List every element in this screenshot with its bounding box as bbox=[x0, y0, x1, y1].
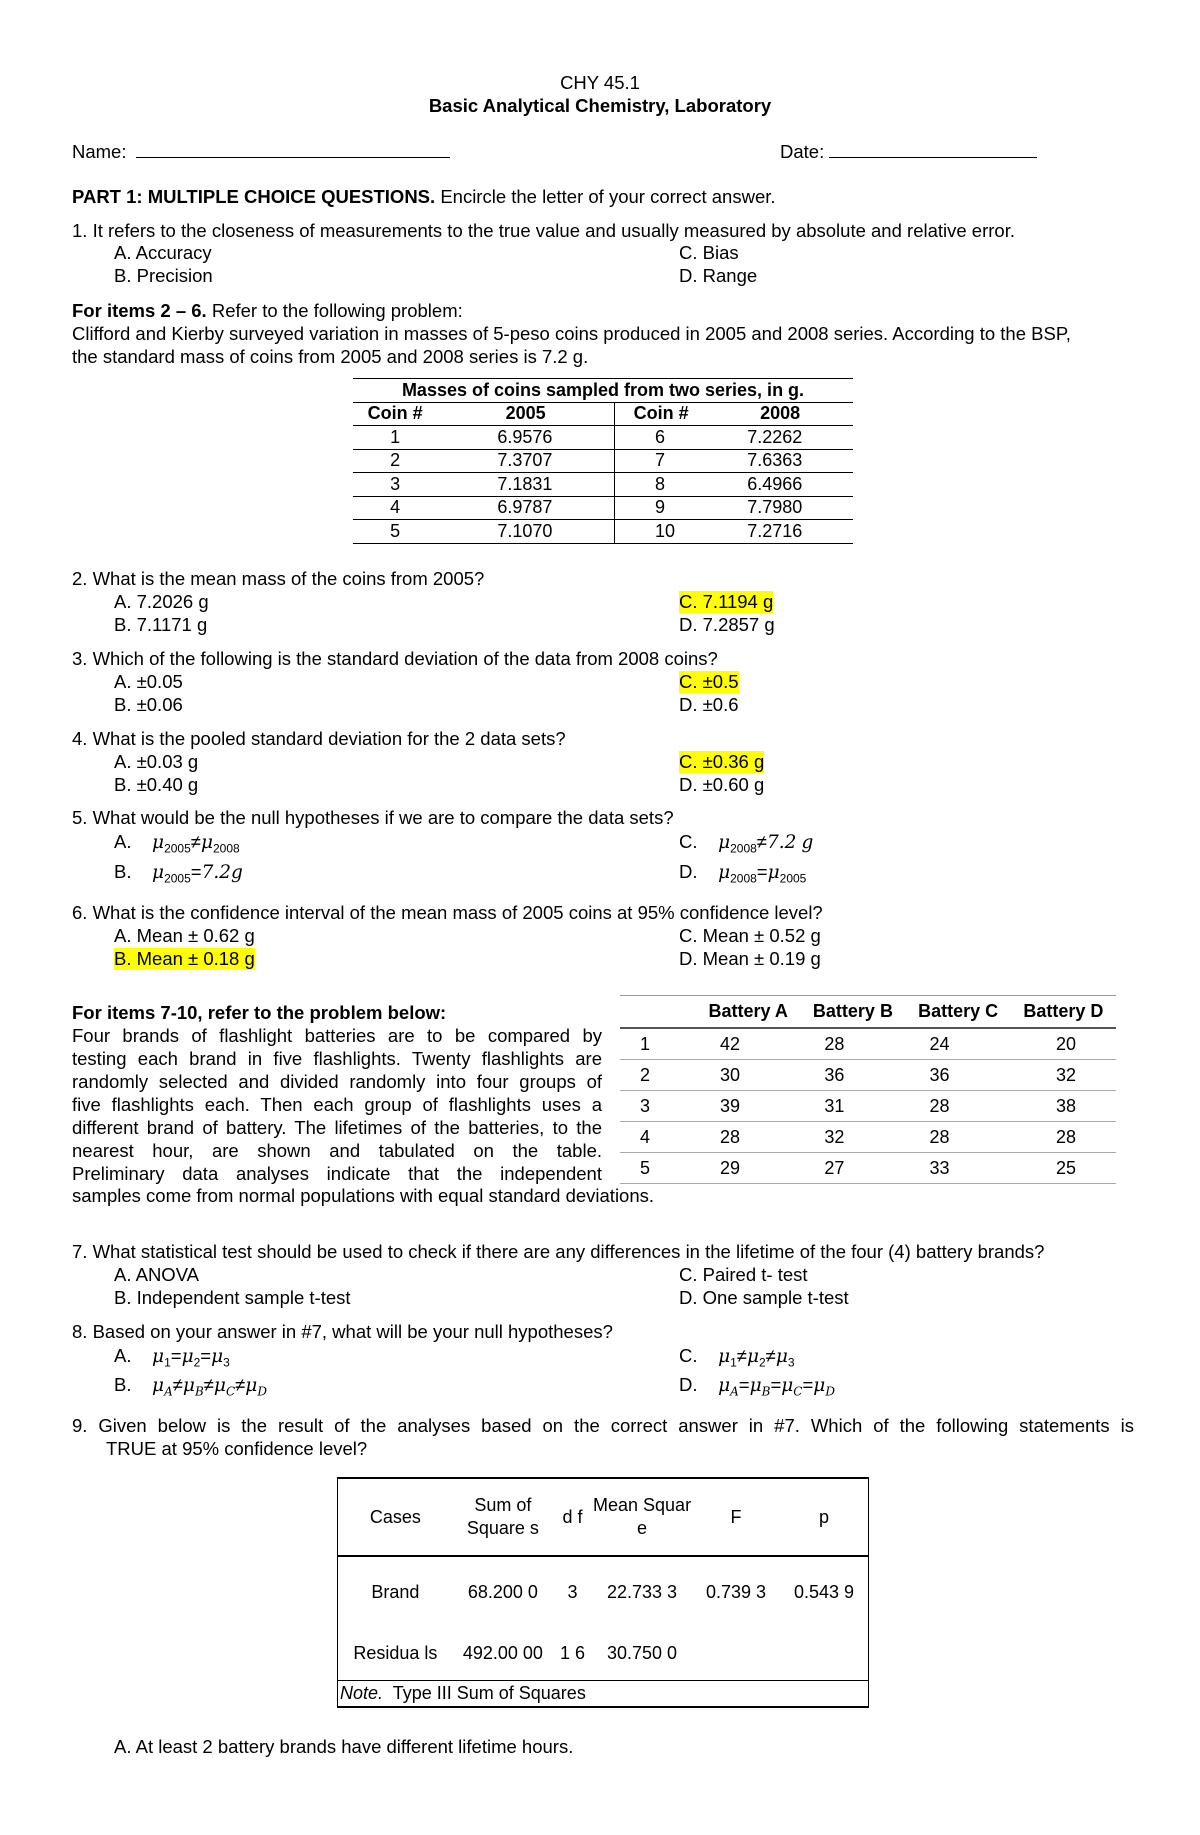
paragraph-line: different brand of battery. The lifetimes of the batteries, to the bbox=[72, 1117, 602, 1138]
table-row bbox=[353, 520, 853, 544]
table-cell: 7.1831 bbox=[437, 473, 614, 497]
table-cell: 20 bbox=[1011, 1028, 1116, 1060]
option-letter: D. bbox=[679, 1374, 698, 1395]
table-row bbox=[620, 1060, 1116, 1091]
math-sub: 2008 bbox=[730, 871, 757, 886]
table-cell: 9 bbox=[614, 496, 707, 520]
q2-text: 2. What is the mean mass of the coins from 2005? bbox=[72, 568, 485, 589]
battery-lifetime-table bbox=[620, 995, 1116, 1184]
q4-option-d[interactable]: D. ±0.60 g bbox=[679, 774, 765, 795]
table-row bbox=[353, 426, 853, 450]
q8-option-a[interactable] bbox=[114, 1345, 230, 1370]
battery-problem-paragraph bbox=[72, 1024, 602, 1185]
coin-mass-table bbox=[353, 378, 853, 544]
q6-option-a[interactable]: A. Mean ± 0.62 g bbox=[114, 925, 255, 946]
table-cell: 6.4966 bbox=[707, 473, 853, 497]
math-sub: 1 bbox=[730, 1355, 737, 1370]
math-sub: 2008 bbox=[730, 841, 757, 856]
q3-text: 3. Which of the following is the standard deviation of the data from 2008 coins? bbox=[72, 648, 718, 669]
table-cell: 68.200 0 bbox=[467, 1582, 538, 1602]
math-op: = bbox=[738, 1374, 750, 1395]
q6-option-b-highlighted[interactable]: B. Mean ± 0.18 g bbox=[114, 948, 255, 969]
math-mu: μ bbox=[152, 1346, 165, 1367]
table-cell: 1 bbox=[620, 1028, 696, 1060]
q8-text: 8. Based on your answer in #7, what will be your null hypotheses? bbox=[72, 1321, 613, 1342]
option-letter: D. bbox=[679, 861, 698, 882]
table-cell: Brand bbox=[371, 1582, 420, 1602]
table-cell: 22.733 3 bbox=[606, 1582, 678, 1602]
q7-text: 7. What statistical test should be used to check if there are any differences in the lifetime of the four (4) battery brands? bbox=[72, 1241, 1045, 1262]
table-cell: 10 bbox=[614, 520, 707, 544]
table-cell: 5 bbox=[353, 520, 437, 544]
math-mu: μ bbox=[781, 1375, 794, 1396]
anova-header-ss: Sum of Square s bbox=[466, 1495, 539, 1538]
paragraph-line: Four brands of flashlight batteries are to be compared by bbox=[72, 1025, 602, 1046]
part1-instruction: Encircle the letter of your correct answer. bbox=[440, 186, 776, 207]
option-letter: C. bbox=[679, 831, 698, 852]
table-cell: 7.2716 bbox=[707, 520, 853, 544]
math-mu: μ bbox=[775, 1346, 788, 1367]
q3-option-b[interactable]: B. ±0.06 bbox=[114, 694, 183, 715]
math-op: = bbox=[770, 1374, 782, 1395]
table-cell: 28 bbox=[696, 1122, 800, 1153]
math-sub: A bbox=[730, 1384, 739, 1399]
math-sub: 2005 bbox=[779, 871, 807, 886]
math-unit: g bbox=[231, 862, 243, 883]
table-cell: 6.9787 bbox=[437, 496, 614, 520]
paragraph-line: nearest hour, are shown and tabulated on the table. bbox=[72, 1140, 602, 1161]
paragraph-line: Preliminary data analyses indicate that the independent bbox=[72, 1163, 602, 1184]
q7-option-d[interactable]: D. One sample t-test bbox=[679, 1287, 849, 1308]
table-row bbox=[338, 1628, 869, 1680]
items-2-6-label: For items 2 – 6. bbox=[72, 300, 207, 321]
table-cell: 28 bbox=[906, 1091, 1011, 1122]
math-mu: μ bbox=[211, 1346, 224, 1367]
math-mu: μ bbox=[718, 1375, 731, 1396]
math-mu: μ bbox=[767, 862, 780, 883]
paragraph-line: five flashlights each. Then each group of flashlights uses a bbox=[72, 1094, 602, 1115]
table-cell: 1 6 bbox=[559, 1643, 585, 1664]
math-mu: μ bbox=[152, 1375, 165, 1396]
math-sub: A bbox=[164, 1384, 173, 1399]
table-cell: 29 bbox=[696, 1153, 800, 1184]
anova-header-p: p bbox=[818, 1506, 829, 1527]
math-op: = bbox=[190, 861, 202, 882]
q1-option-c[interactable]: C. Bias bbox=[679, 242, 739, 263]
math-mu: μ bbox=[200, 832, 213, 853]
table-row bbox=[353, 496, 853, 520]
coin-table-caption: Masses of coins sampled from two series, in g. bbox=[353, 379, 853, 403]
q5-option-a[interactable] bbox=[114, 831, 240, 856]
q7-option-c[interactable]: C. Paired t- test bbox=[679, 1264, 808, 1285]
table-row bbox=[353, 449, 853, 473]
math-op: = bbox=[802, 1374, 814, 1395]
math-mu: μ bbox=[152, 832, 165, 853]
math-sub: 2008 bbox=[212, 841, 240, 856]
option-letter: C. bbox=[679, 1345, 698, 1366]
math-mu: μ bbox=[152, 862, 165, 883]
table-cell: 33 bbox=[906, 1153, 1011, 1184]
option-letter: A. bbox=[114, 831, 132, 852]
table-cell: 38 bbox=[1011, 1091, 1116, 1122]
table-row bbox=[620, 1122, 1116, 1153]
anova-note-label: Note. bbox=[340, 1682, 384, 1703]
course-title: Basic Analytical Chemistry, Laboratory bbox=[428, 95, 772, 116]
battery-header-c: Battery C bbox=[906, 996, 1011, 1029]
q4-option-b[interactable]: B. ±0.40 g bbox=[114, 774, 199, 795]
table-cell: 7.6363 bbox=[707, 449, 853, 473]
table-cell: 0.543 9 bbox=[793, 1582, 854, 1602]
table-cell: 2 bbox=[620, 1060, 696, 1091]
table-cell: 7.3707 bbox=[437, 449, 614, 473]
table-row bbox=[338, 1556, 869, 1628]
q2-option-d[interactable]: D. 7.2857 g bbox=[679, 614, 775, 635]
math-op: ≠ bbox=[235, 1374, 246, 1395]
option-letter: B. bbox=[114, 861, 132, 882]
math-mu: μ bbox=[245, 1375, 258, 1396]
math-sub: 2 bbox=[193, 1355, 201, 1370]
battery-header-a: Battery A bbox=[696, 996, 800, 1029]
table-row bbox=[620, 1028, 1116, 1060]
q6-option-c[interactable]: C. Mean ± 0.52 g bbox=[679, 925, 821, 946]
math-sub: 1 bbox=[164, 1355, 171, 1370]
math-mu: μ bbox=[718, 862, 731, 883]
table-cell: 6 bbox=[614, 426, 707, 450]
table-cell: 30 bbox=[696, 1060, 800, 1091]
table-cell: 28 bbox=[1011, 1122, 1116, 1153]
part1-heading-line bbox=[72, 186, 776, 208]
date-label: Date: bbox=[780, 141, 825, 162]
q1-option-d[interactable]: D. Range bbox=[679, 265, 758, 286]
course-code: CHY 45.1 bbox=[560, 72, 640, 93]
coin-header-2005: 2005 bbox=[437, 402, 614, 426]
items-2-6-intro: Refer to the following problem: bbox=[211, 300, 463, 321]
math-sub: B bbox=[761, 1384, 771, 1399]
date-blank[interactable] bbox=[829, 143, 1037, 158]
table-cell: 7.7980 bbox=[707, 496, 853, 520]
q5-option-d[interactable] bbox=[679, 861, 806, 886]
math-sub: C bbox=[793, 1384, 803, 1399]
table-cell: 7.1070 bbox=[437, 520, 614, 544]
math-sub: 3 bbox=[223, 1355, 230, 1370]
q1-option-b[interactable]: B. Precision bbox=[114, 265, 213, 286]
table-cell: 3 bbox=[567, 1582, 578, 1602]
math-op: ≠ bbox=[756, 831, 767, 852]
math-sub: 3 bbox=[787, 1355, 795, 1370]
coin-header-3: Coin # bbox=[614, 402, 707, 426]
math-sub: C bbox=[225, 1384, 236, 1399]
table-cell: 5 bbox=[620, 1153, 696, 1184]
paragraph-line: testing each brand in five flashlights. Twenty flashlights are bbox=[72, 1048, 602, 1069]
math-mu: μ bbox=[182, 1375, 195, 1396]
math-op: = bbox=[200, 1345, 212, 1366]
math-op: ≠ bbox=[765, 1345, 776, 1366]
q7-option-b[interactable]: B. Independent sample t-test bbox=[114, 1287, 351, 1308]
math-sub: 2005 bbox=[164, 841, 191, 856]
math-mu: μ bbox=[749, 1375, 762, 1396]
q4-text: 4. What is the pooled standard deviation for the 2 data sets? bbox=[72, 728, 566, 749]
q3-option-c-highlighted[interactable]: C. ±0.5 bbox=[679, 671, 739, 692]
table-cell: 0.739 3 bbox=[705, 1582, 767, 1602]
table-cell: 24 bbox=[906, 1028, 1011, 1060]
math-sub: 2005 bbox=[164, 871, 191, 886]
problem-line-2: the standard mass of coins from 2005 and 2008 series is 7.2 g. bbox=[72, 346, 589, 367]
q8-option-c[interactable] bbox=[679, 1345, 795, 1370]
table-cell: 39 bbox=[696, 1091, 800, 1122]
table-cell: 6.9576 bbox=[437, 426, 614, 450]
coin-header-2008: 2008 bbox=[707, 402, 853, 426]
table-cell bbox=[780, 1628, 869, 1680]
table-row bbox=[620, 1091, 1116, 1122]
anova-note-text: Type III Sum of Squares bbox=[392, 1682, 586, 1703]
table-cell: Residua ls bbox=[353, 1643, 438, 1664]
table-cell: 7.2262 bbox=[707, 426, 853, 450]
q4-option-c-highlighted[interactable]: C. ±0.36 g bbox=[679, 751, 765, 772]
table-cell: 31 bbox=[800, 1091, 905, 1122]
anova-header-ms: Mean Squar e bbox=[593, 1495, 692, 1538]
math-unit: g bbox=[801, 832, 814, 853]
table-row bbox=[620, 1153, 1116, 1184]
table-cell: 36 bbox=[906, 1060, 1011, 1091]
math-op: = bbox=[170, 1345, 182, 1366]
math-sub: 2 bbox=[758, 1355, 766, 1370]
name-blank[interactable] bbox=[136, 143, 450, 158]
q9-text-line-2: TRUE at 95% confidence level? bbox=[106, 1438, 368, 1459]
table-cell: 4 bbox=[620, 1122, 696, 1153]
table-cell: 42 bbox=[696, 1028, 800, 1060]
q2-option-a[interactable]: A. 7.2026 g bbox=[114, 591, 209, 612]
table-cell: 8 bbox=[614, 473, 707, 497]
math-op: ≠ bbox=[736, 1345, 747, 1366]
math-mu: μ bbox=[718, 832, 731, 853]
table-cell: 36 bbox=[800, 1060, 905, 1091]
math-op: ≠ bbox=[203, 1374, 214, 1395]
anova-results-table bbox=[337, 1477, 869, 1708]
math-op: = bbox=[756, 861, 768, 882]
anova-header-f: F bbox=[730, 1506, 742, 1527]
name-field[interactable] bbox=[72, 141, 450, 163]
q5-text: 5. What would be the null hypotheses if we are to compare the data sets? bbox=[72, 807, 674, 828]
q2-option-b[interactable]: B. 7.1171 g bbox=[114, 614, 208, 635]
q9-text-line-1: 9. Given below is the result of the analyses based on the correct answer in #7. Which of the following statements is bbox=[72, 1415, 1134, 1436]
q5-option-b[interactable] bbox=[114, 861, 243, 886]
math-sub: B bbox=[194, 1384, 204, 1399]
math-value: 7.2 bbox=[766, 832, 797, 853]
q6-text: 6. What is the confidence interval of the mean mass of 2005 coins at 95% confidence level? bbox=[72, 902, 823, 923]
math-sub: D bbox=[825, 1384, 835, 1399]
q3-option-d[interactable]: D. ±0.6 bbox=[679, 694, 739, 715]
math-mu: μ bbox=[213, 1375, 226, 1396]
table-cell bbox=[692, 1628, 780, 1680]
math-mu: μ bbox=[746, 1346, 759, 1367]
coin-header-1: Coin # bbox=[353, 402, 437, 426]
math-value: 7.2 bbox=[201, 862, 232, 883]
table-cell: 1 bbox=[353, 426, 437, 450]
table-cell: 4 bbox=[353, 496, 437, 520]
math-mu: μ bbox=[181, 1346, 194, 1367]
problem-line-1: Clifford and Kierby surveyed variation in masses of 5-peso coins produced in 2005 and 2008 series. According to the BSP, bbox=[72, 323, 1071, 344]
name-label: Name: bbox=[72, 141, 127, 162]
table-cell: 27 bbox=[800, 1153, 905, 1184]
table-cell: 2 bbox=[353, 449, 437, 473]
table-row bbox=[353, 473, 853, 497]
q1-option-a[interactable]: A. Accuracy bbox=[114, 242, 212, 263]
q8-option-d[interactable] bbox=[679, 1374, 835, 1399]
q2-option-c-highlighted[interactable]: C. 7.1194 g bbox=[679, 591, 774, 612]
paragraph-line: randomly selected and divided randomly into four groups of bbox=[72, 1071, 602, 1092]
anova-header-cases: Cases bbox=[369, 1506, 421, 1527]
table-cell: 30.750 0 bbox=[606, 1643, 678, 1664]
option-letter: A. bbox=[114, 1345, 132, 1366]
math-op: ≠ bbox=[190, 831, 201, 852]
q9-option-a[interactable]: A. At least 2 battery brands have different lifetime hours. bbox=[114, 1736, 574, 1757]
table-cell: 3 bbox=[620, 1091, 696, 1122]
table-cell: 32 bbox=[1011, 1060, 1116, 1091]
battery-header-d: Battery D bbox=[1011, 996, 1116, 1029]
table-cell: 492.00 00 bbox=[462, 1643, 543, 1664]
q4-option-a[interactable]: A. ±0.03 g bbox=[114, 751, 199, 772]
q5-option-c[interactable] bbox=[679, 831, 813, 856]
q3-option-a[interactable]: A. ±0.05 bbox=[114, 671, 183, 692]
items-7-10-label: For items 7-10, refer to the problem below: bbox=[72, 1002, 447, 1023]
date-field[interactable] bbox=[780, 141, 1037, 163]
q1-text: 1. It refers to the closeness of measurements to the true value and usually measured by absolute and relative error. bbox=[72, 220, 1015, 241]
paragraph-last-line: samples come from normal populations with equal standard deviations. bbox=[72, 1185, 655, 1206]
math-sub: D bbox=[257, 1384, 267, 1399]
battery-header-blank bbox=[620, 996, 696, 1029]
table-cell: 28 bbox=[800, 1028, 905, 1060]
table-cell: 32 bbox=[800, 1122, 905, 1153]
table-cell: 7 bbox=[614, 449, 707, 473]
option-letter: B. bbox=[114, 1374, 132, 1395]
battery-header-b: Battery B bbox=[800, 996, 905, 1029]
math-mu: μ bbox=[718, 1346, 731, 1367]
table-cell: 28 bbox=[906, 1122, 1011, 1153]
q7-option-a[interactable]: A. ANOVA bbox=[114, 1264, 199, 1285]
table-cell: 25 bbox=[1011, 1153, 1116, 1184]
anova-note bbox=[338, 1680, 869, 1707]
part1-heading: PART 1: MULTIPLE CHOICE QUESTIONS. bbox=[72, 186, 436, 207]
q6-option-d[interactable]: D. Mean ± 0.19 g bbox=[679, 948, 821, 969]
table-cell: 3 bbox=[353, 473, 437, 497]
math-op: ≠ bbox=[172, 1374, 183, 1395]
math-mu: μ bbox=[813, 1375, 826, 1396]
items-2-6-header bbox=[72, 300, 463, 322]
anova-header-df: d f bbox=[562, 1506, 583, 1527]
q8-option-b[interactable] bbox=[114, 1374, 267, 1399]
